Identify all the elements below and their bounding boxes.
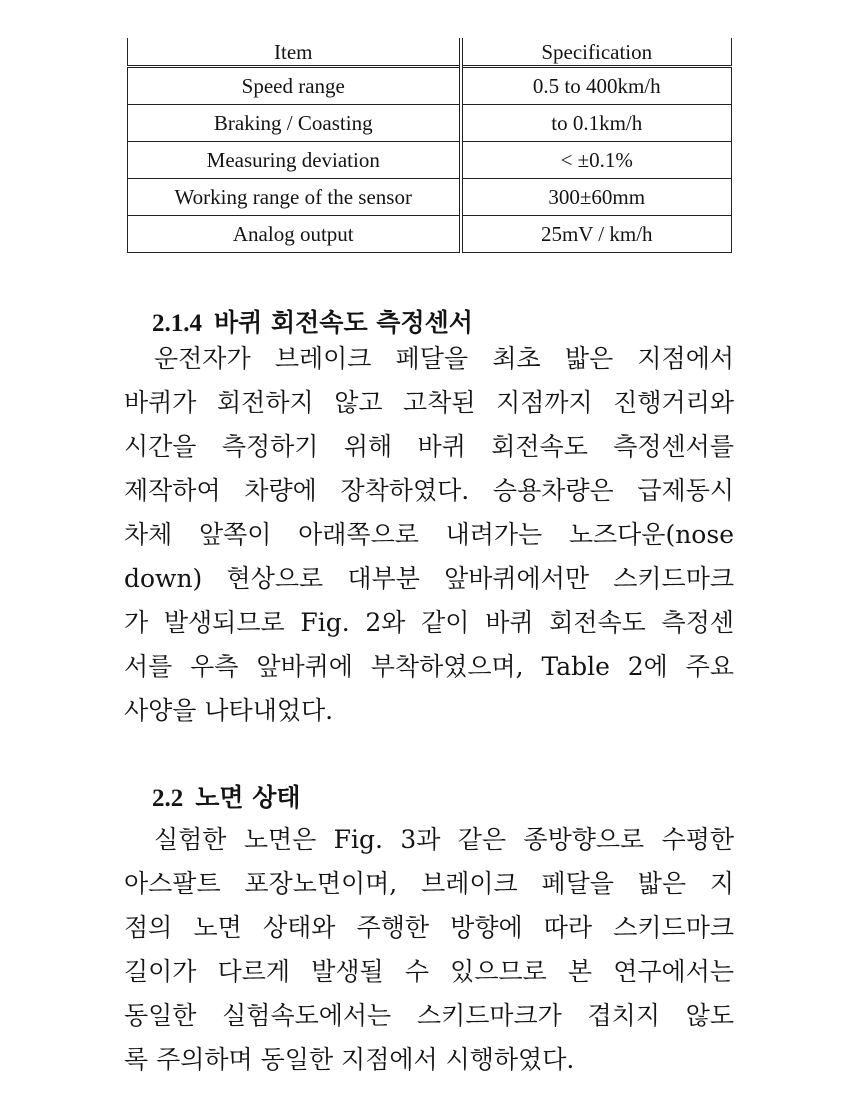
paragraph-line: down) 현상으로 대부분 앞바퀴에서만 스키드마크 xyxy=(124,564,734,593)
specification-table xyxy=(127,38,732,253)
table-row xyxy=(128,105,732,142)
section-number: 2.2 xyxy=(152,785,184,812)
paragraph-line: 아스팔트 포장노면이며, 브레이크 페달을 밟은 지 xyxy=(124,869,734,898)
section-title: 노면 상태 xyxy=(195,783,301,812)
table-cell-spec: 300±60mm xyxy=(461,179,732,216)
paragraph-line: 실험한 노면은 Fig. 3과 같은 종방향으로 수평한 xyxy=(154,825,734,854)
column-header-specification: Specification xyxy=(461,38,732,67)
section-2-2-paragraph xyxy=(124,818,734,1082)
paragraph-line: 바퀴가 회전하지 않고 고착된 지점까지 진행거리와 xyxy=(124,388,734,417)
table-cell-spec: < ±0.1% xyxy=(461,142,732,179)
table-row xyxy=(128,142,732,179)
table-cell-item: Measuring deviation xyxy=(128,142,461,179)
paragraph-line: 록 주의하며 동일한 지점에서 시행하였다. xyxy=(124,1045,575,1074)
paragraph-line: 시간을 측정하기 위해 바퀴 회전속도 측정센서를 xyxy=(124,432,734,461)
paragraph-line: 길이가 다르게 발생될 수 있으므로 본 연구에서는 xyxy=(124,957,734,986)
column-header-item: Item xyxy=(128,38,461,67)
table-header-row xyxy=(128,38,732,67)
paragraph-line: 제작하여 차량에 장착하였다. 승용차량은 급제동시 xyxy=(124,476,734,505)
table-row xyxy=(128,67,732,105)
section-heading-2-1-4 xyxy=(152,303,473,339)
section-heading-2-2 xyxy=(152,778,301,814)
table-cell-item: Braking / Coasting xyxy=(128,105,461,142)
table-cell-spec: 0.5 to 400km/h xyxy=(461,67,732,105)
table-row xyxy=(128,216,732,253)
table-cell-item: Speed range xyxy=(128,67,461,105)
table-cell-item: Analog output xyxy=(128,216,461,253)
paragraph-line: 사양을 나타내었다. xyxy=(124,696,334,725)
table-cell-spec: 25mV / km/h xyxy=(461,216,732,253)
paragraph-line: 서를 우측 앞바퀴에 부착하였으며, Table 2에 주요 xyxy=(124,652,734,681)
section-title: 바퀴 회전속도 측정센서 xyxy=(214,308,473,337)
table-cell-item: Working range of the sensor xyxy=(128,179,461,216)
paragraph-line: 동일한 실험속도에서는 스키드마크가 겹치지 않도 xyxy=(124,1001,734,1030)
table-row xyxy=(128,179,732,216)
paragraph-line: 차체 앞쪽이 아래쪽으로 내려가는 노즈다운(nose xyxy=(124,520,734,549)
section-2-1-4-paragraph xyxy=(124,337,734,733)
section-number: 2.1.4 xyxy=(152,310,202,337)
paragraph-line: 점의 노면 상태와 주행한 방향에 따라 스키드마크 xyxy=(124,913,734,942)
paragraph-line: 운전자가 브레이크 페달을 최초 밟은 지점에서 xyxy=(154,344,734,373)
paragraph-line: 가 발생되므로 Fig. 2와 같이 바퀴 회전속도 측정센 xyxy=(124,608,734,637)
table-cell-spec: to 0.1km/h xyxy=(461,105,732,142)
